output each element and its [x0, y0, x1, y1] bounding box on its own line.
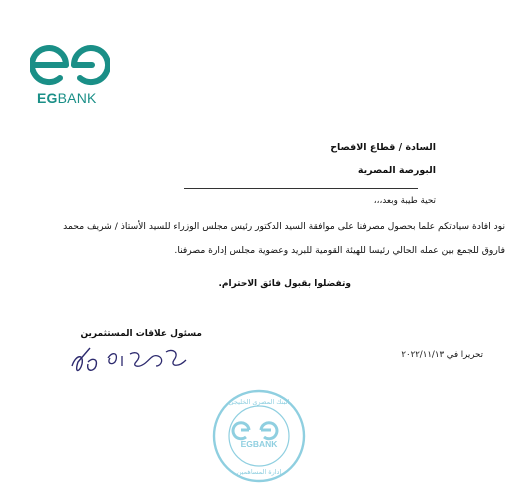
stamp-top-text: البنك المصرى الخليجى — [228, 398, 290, 406]
eg-bank-logo — [30, 42, 110, 88]
stamp-bottom-text: إدارة المساهمين — [236, 468, 282, 476]
issue-date: تحريرا في ٢٠٢٢/١١/١٣ — [401, 350, 483, 360]
signatory-title: مسئول علاقات المستثمرين — [80, 329, 202, 339]
divider — [184, 188, 418, 189]
body-line-1: نود افادة سيادتكم علما بحصول مصرفنا على موافقة السيد الدكتور رئيس مجلس الوزراء للسيد الأستاذ / شريف محمد — [63, 221, 505, 232]
recipient-line-1: السادة / قطاع الافصاح — [330, 142, 436, 153]
company-stamp — [211, 388, 307, 484]
greeting: تحية طيبة وبعد،،، — [373, 196, 436, 206]
brand-name: EGBANK — [37, 90, 97, 106]
handwritten-signature — [68, 344, 196, 382]
recipient-line-2: البورصة المصرية — [357, 165, 436, 176]
closing-line: وتفضلوا بقبول فائق الاحترام. — [218, 279, 351, 289]
body-line-2: فاروق للجمع بين عمله الحالي رئيسا للهيئة القومية للبريد وعضوية مجلس إدارة مصرفنا. — [174, 245, 505, 256]
eg-bank-logo-icon — [30, 42, 110, 88]
stamp-logo-text: EGBANK — [240, 439, 278, 449]
